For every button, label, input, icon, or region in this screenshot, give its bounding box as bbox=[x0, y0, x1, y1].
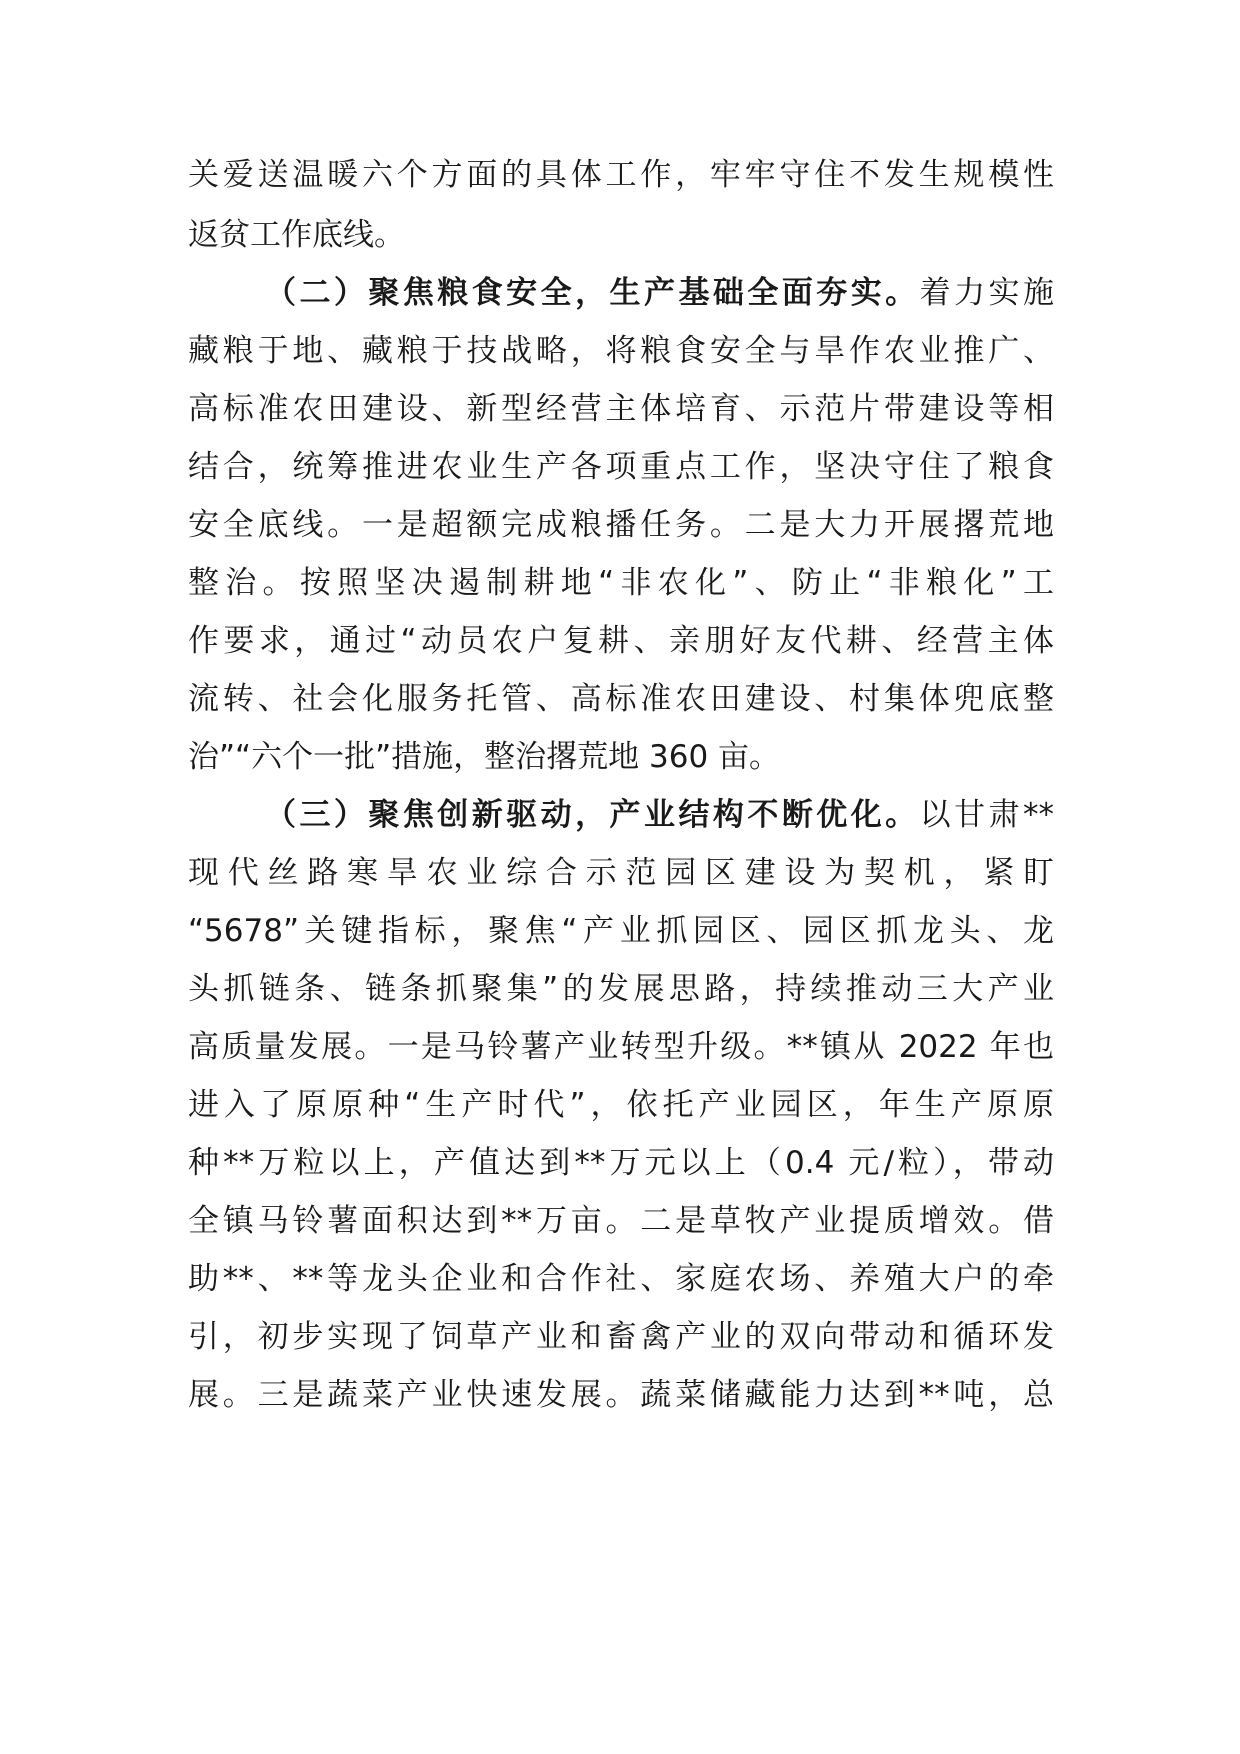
section-heading: （二）聚焦粮食安全，生产基础全面夯实。 bbox=[265, 275, 920, 311]
body-text-line: 作要求，通过“动员农户复耕、亲朋好友代耕、经营主体 bbox=[188, 623, 1054, 659]
body-text-line: 治”“六个一批”措施，整治撂荒地 360 亩。 bbox=[188, 739, 781, 775]
body-text-line: 头抓链条、链条抓聚集”的发展思路，持续推动三大产业 bbox=[188, 971, 1054, 1007]
body-text-line: 进入了原原种“生产时代”，依托产业园区，年生产原原 bbox=[188, 1087, 1054, 1123]
section-heading-line bbox=[265, 790, 1054, 840]
section-heading-line bbox=[265, 268, 1054, 318]
body-text-line: 引，初步实现了饲草产业和畜禽产业的双向带动和循环发 bbox=[188, 1319, 1054, 1355]
body-text-line: 整治。按照坚决遏制耕地“非农化”、防止“非粮化”工 bbox=[188, 565, 1054, 601]
body-text-line: 返贫工作底线。 bbox=[188, 217, 405, 253]
body-text-line: 助**、**等龙头企业和合作社、家庭农场、养殖大户的牵 bbox=[188, 1261, 1054, 1297]
body-text-line: 关爱送温暖六个方面的具体工作，牢牢守住不发生规模性 bbox=[188, 157, 1054, 193]
body-text: 以甘肃** bbox=[919, 797, 1054, 833]
body-text-line: 高质量发展。一是马铃薯产业转型升级。**镇从 2022 年也 bbox=[188, 1029, 1054, 1065]
body-text-line: “5678”关键指标，聚焦“产业抓园区、园区抓龙头、龙 bbox=[188, 913, 1054, 949]
body-text-line: 种**万粒以上，产值达到**万元以上（0.4 元/粒），带动 bbox=[188, 1145, 1054, 1181]
body-text-line: 藏粮于地、藏粮于技战略，将粮食安全与旱作农业推广、 bbox=[188, 333, 1054, 369]
body-text: 着力实施 bbox=[919, 275, 1054, 311]
section-heading: （三）聚焦创新驱动，产业结构不断优化。 bbox=[265, 797, 920, 833]
body-text-line: 高标准农田建设、新型经营主体培育、示范片带建设等相 bbox=[188, 391, 1054, 427]
body-text-line: 安全底线。一是超额完成粮播任务。二是大力开展撂荒地 bbox=[188, 507, 1054, 543]
body-text-line: 结合，统筹推进农业生产各项重点工作，坚决守住了粮食 bbox=[188, 449, 1054, 485]
body-text-line: 现代丝路寒旱农业综合示范园区建设为契机，紧盯 bbox=[188, 855, 1054, 891]
body-text-line: 全镇马铃薯面积达到**万亩。二是草牧产业提质增效。借 bbox=[188, 1203, 1054, 1239]
body-text-line: 流转、社会化服务托管、高标准农田建设、村集体兜底整 bbox=[188, 681, 1054, 717]
body-text-line: 展。三是蔬菜产业快速发展。蔬菜储藏能力达到**吨，总 bbox=[188, 1377, 1054, 1413]
